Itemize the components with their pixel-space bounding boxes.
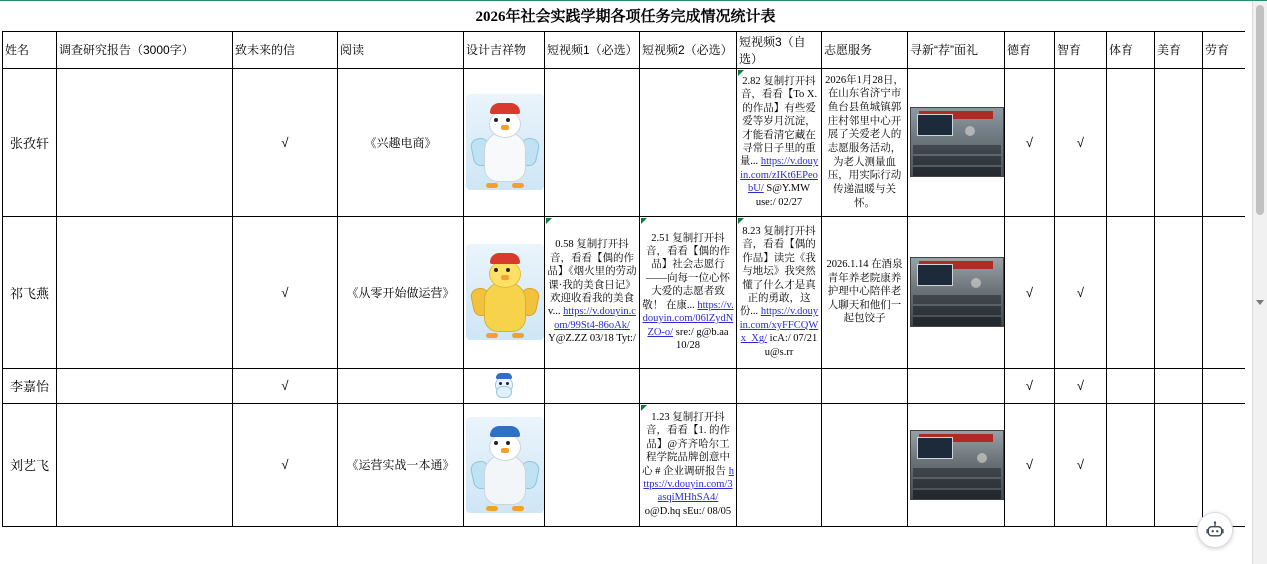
comment-marker-icon (641, 405, 647, 411)
cell-volunteer[interactable]: 2026年1月28日，在山东省济宁市鱼台县鱼城镇郭庄村邻里中心开展了关爱老人的志愿服务活动，为老人测量血压，用实际行动传递温暖与关怀。 (822, 68, 908, 216)
video2-suffix: sre:/ g@b.aa 10/28 (675, 326, 729, 352)
column-header-laoyu: 劳育 (1203, 31, 1246, 68)
mascot-body (484, 282, 526, 332)
cell-tiyu[interactable] (1107, 216, 1155, 368)
column-header-zhiyu: 智育 (1055, 31, 1107, 68)
mascot-beak (501, 448, 509, 453)
cell-mascot[interactable] (464, 216, 545, 368)
cell-zhiyu[interactable]: √ (1055, 403, 1107, 526)
photo-person (971, 278, 981, 288)
mascot-eye-left (499, 382, 502, 385)
cell-report[interactable] (57, 368, 233, 403)
mascot-foot-left (486, 333, 498, 338)
column-header-tiyu: 体育 (1107, 31, 1155, 68)
video2-text: 2.51 复制打开抖音，看看【偶的作品】社会志愿行——向每一位心怀大爱的志愿者致敬！ 在康... (642, 232, 730, 311)
cell-letter[interactable]: √ (233, 368, 338, 403)
mascot-bird-small-icon (488, 372, 520, 400)
column-header-gift: 寻新“荐”面礼 (908, 31, 1005, 68)
scrollbar-thumb[interactable] (1256, 5, 1264, 215)
photo-person (965, 126, 975, 136)
video3-link[interactable]: https://v.douyin.com/xyFFCQWx_Xg/ (739, 306, 819, 345)
table-row[interactable] (3, 403, 1246, 526)
table-row[interactable] (3, 68, 1246, 216)
cell-letter[interactable]: √ (233, 68, 338, 216)
page-title: 2026年社会实践学期各项任务完成情况统计表 (475, 9, 776, 26)
comment-marker-icon (738, 218, 744, 224)
video2-link[interactable]: https://v.douyin.com/06lZydNZO-o/ (642, 299, 734, 338)
cell-reading[interactable]: 《兴趣电商》 (338, 68, 464, 216)
column-header-mascot: 设计吉祥物 (464, 31, 545, 68)
video3-suffix: S@Y.MW use:/ 02/27 (755, 183, 810, 208)
cell-laoyu[interactable] (1203, 68, 1246, 216)
cell-name: 张孜轩 (3, 68, 57, 216)
cell-laoyu[interactable] (1203, 216, 1246, 368)
column-header-deyu: 德育 (1005, 31, 1055, 68)
mascot-body (484, 455, 526, 505)
cell-tiyu[interactable] (1107, 403, 1155, 526)
table-title-row (3, 1, 1246, 31)
cell-video1[interactable] (545, 403, 640, 526)
cell-deyu[interactable]: √ (1005, 368, 1055, 403)
video3-text: 8.23 复制打开抖音，看看【偶的作品】读完《我与地坛》我突然懂了什么才是真正的勇敢，这份... (739, 225, 816, 318)
video1-link[interactable]: https://v.douyin.com/99St4-86oAk/ (554, 306, 636, 331)
cell-tiyu[interactable] (1107, 68, 1155, 216)
mascot-head (489, 260, 521, 288)
cell-meiyu[interactable] (1155, 216, 1203, 368)
comment-marker-icon (738, 70, 744, 76)
mascot-eye-right (506, 382, 509, 385)
cell-report[interactable] (57, 68, 233, 216)
photo-screen (917, 437, 953, 459)
video1-suffix: Y@Z.ZZ 03/18 Tyt:/ (548, 333, 636, 345)
cell-deyu[interactable]: √ (1005, 403, 1055, 526)
spreadsheet-area[interactable] (0, 1, 1245, 564)
photo-classroom-3 (910, 430, 1004, 500)
comment-marker-icon (641, 218, 647, 224)
mascot-eye-right (506, 118, 510, 122)
mascot-foot-right (512, 506, 524, 511)
cell-video1[interactable] (545, 368, 640, 403)
photo-seat-row (913, 167, 1001, 176)
mascot-foot-right (512, 183, 524, 188)
cell-gift[interactable] (908, 403, 1005, 526)
mascot-head (489, 433, 521, 461)
mascot-foot-left (486, 183, 498, 188)
scroll-down-arrow-icon[interactable] (1256, 300, 1264, 305)
mascot-head (489, 110, 521, 138)
cell-gift[interactable] (908, 216, 1005, 368)
cell-volunteer[interactable] (822, 403, 908, 526)
cell-video3[interactable] (737, 68, 822, 216)
cell-zhiyu[interactable]: √ (1055, 216, 1107, 368)
cell-laoyu[interactable] (1203, 403, 1246, 526)
mascot-eye-left (494, 268, 498, 272)
mascot-beak (501, 125, 509, 130)
column-header-volunteer: 志愿服务 (822, 31, 908, 68)
mascot-bird-red-hat-icon (466, 94, 544, 190)
mascot-body (496, 386, 512, 398)
column-header-letter: 致未来的信 (233, 31, 338, 68)
cell-deyu[interactable]: √ (1005, 216, 1055, 368)
photo-screen (917, 114, 953, 136)
column-header-video1: 短视频1（必选） (545, 31, 640, 68)
mascot-helmet (490, 426, 520, 437)
mascot-hat (496, 373, 512, 379)
mascot-foot-left (486, 506, 498, 511)
cell-report[interactable] (57, 403, 233, 526)
cell-video2[interactable] (640, 403, 737, 526)
photo-seat-row (913, 145, 1001, 154)
cell-deyu[interactable]: √ (1005, 68, 1055, 216)
photo-seat-row (913, 317, 1001, 326)
cell-meiyu[interactable] (1155, 68, 1203, 216)
cell-reading[interactable]: 《运营实战一本通》 (338, 403, 464, 526)
mascot-body (484, 132, 526, 182)
cell-reading[interactable] (338, 368, 464, 403)
cell-video3[interactable] (737, 403, 822, 526)
cell-letter[interactable]: √ (233, 403, 338, 526)
mascot-bird-blue-helmet-icon (466, 417, 544, 513)
cell-video2[interactable] (640, 68, 737, 216)
assistant-robot-icon[interactable] (1197, 512, 1233, 548)
video3-text: 2.82 复制打开抖音，看看【To X. 的作品】有些爱爱等岁月沉淀，才能看清它藏在寻常日子里的重量... (739, 75, 818, 168)
mascot-eye-left (494, 118, 498, 122)
cell-letter[interactable]: √ (233, 216, 338, 368)
column-header-report: 调查研究报告（3000字） (57, 31, 233, 68)
cell-reading[interactable]: 《从零开始做运营》 (338, 216, 464, 368)
video3-link[interactable]: https://v.douyin.com/zIKt6EPeobU/ (740, 156, 819, 195)
table-row[interactable] (3, 216, 1246, 368)
column-header-meiyu: 美育 (1155, 31, 1203, 68)
mascot-hat (490, 253, 520, 264)
column-header-video2: 短视频2（必选） (640, 31, 737, 68)
cell-name: 祁飞燕 (3, 216, 57, 368)
mascot-foot-right (512, 333, 524, 338)
mascot-beak (501, 275, 509, 280)
photo-seat-row (913, 479, 1001, 488)
mascot-eye-right (506, 441, 510, 445)
photo-classroom-1 (910, 107, 1004, 177)
cell-mascot[interactable] (464, 403, 545, 526)
table-header-row (3, 31, 1246, 68)
cell-video3[interactable] (737, 368, 822, 403)
vertical-scrollbar[interactable] (1252, 1, 1267, 564)
column-header-name: 姓名 (3, 31, 57, 68)
video1-text: 0.58 复制打开抖音，看看【偶的作品】《烟火里的劳动课·我的美食日记》欢迎收看我的美食v... (547, 239, 637, 318)
cell-name: 李嘉怡 (3, 368, 57, 403)
cell-tiyu[interactable] (1107, 368, 1155, 403)
video2-suffix: o@D.hq sEu:/ 08/05 (644, 505, 732, 517)
cell-video3[interactable] (737, 216, 822, 368)
cell-meiyu[interactable] (1155, 368, 1203, 403)
cell-volunteer[interactable]: 2026.1.14 在酒泉青年养老院康养护理中心陪伴老人聊天和他们一起包饺子 (822, 216, 908, 368)
cell-video2[interactable] (640, 368, 737, 403)
comment-marker-icon (546, 218, 552, 224)
cell-gift[interactable] (908, 368, 1005, 403)
video3-suffix: icA:/ 07/21 u@s.rr (764, 333, 818, 358)
cell-video2[interactable] (640, 216, 737, 368)
photo-classroom-2 (910, 257, 1004, 327)
cell-meiyu[interactable] (1155, 403, 1203, 526)
photo-seat-row (913, 156, 1001, 165)
statistics-table[interactable] (2, 1, 1245, 527)
column-header-video3: 短视频3（自选） (737, 31, 822, 68)
photo-seat-row (913, 295, 1001, 304)
mascot-hat (490, 103, 520, 114)
cell-laoyu[interactable] (1203, 368, 1246, 403)
mascot-eye-right (506, 268, 510, 272)
cell-mascot[interactable] (464, 68, 545, 216)
cell-gift[interactable] (908, 68, 1005, 216)
cell-video1[interactable] (545, 216, 640, 368)
cell-report[interactable] (57, 216, 233, 368)
mascot-chick-yellow-icon (466, 244, 544, 340)
photo-screen (917, 264, 953, 286)
photo-seat-row (913, 306, 1001, 315)
column-header-reading: 阅读 (338, 31, 464, 68)
cell-zhiyu[interactable]: √ (1055, 368, 1107, 403)
photo-seat-row (913, 490, 1001, 499)
cell-mascot[interactable] (464, 368, 545, 403)
mascot-eye-left (494, 441, 498, 445)
cell-video1[interactable] (545, 68, 640, 216)
photo-person (977, 453, 987, 463)
cell-zhiyu[interactable]: √ (1055, 68, 1107, 216)
video2-text: 1.23 复制打开抖音，看看【1. 的作品】@齐齐哈尔工程学院品牌创意中心 # 企业调研报告 (642, 411, 730, 477)
table-row[interactable] (3, 368, 1246, 403)
cell-name: 刘艺飞 (3, 403, 57, 526)
video2-link[interactable]: https://v.douyin.com/3asqiMHhSA4/ (643, 465, 734, 504)
cell-volunteer[interactable] (822, 368, 908, 403)
photo-seat-row (913, 468, 1001, 477)
